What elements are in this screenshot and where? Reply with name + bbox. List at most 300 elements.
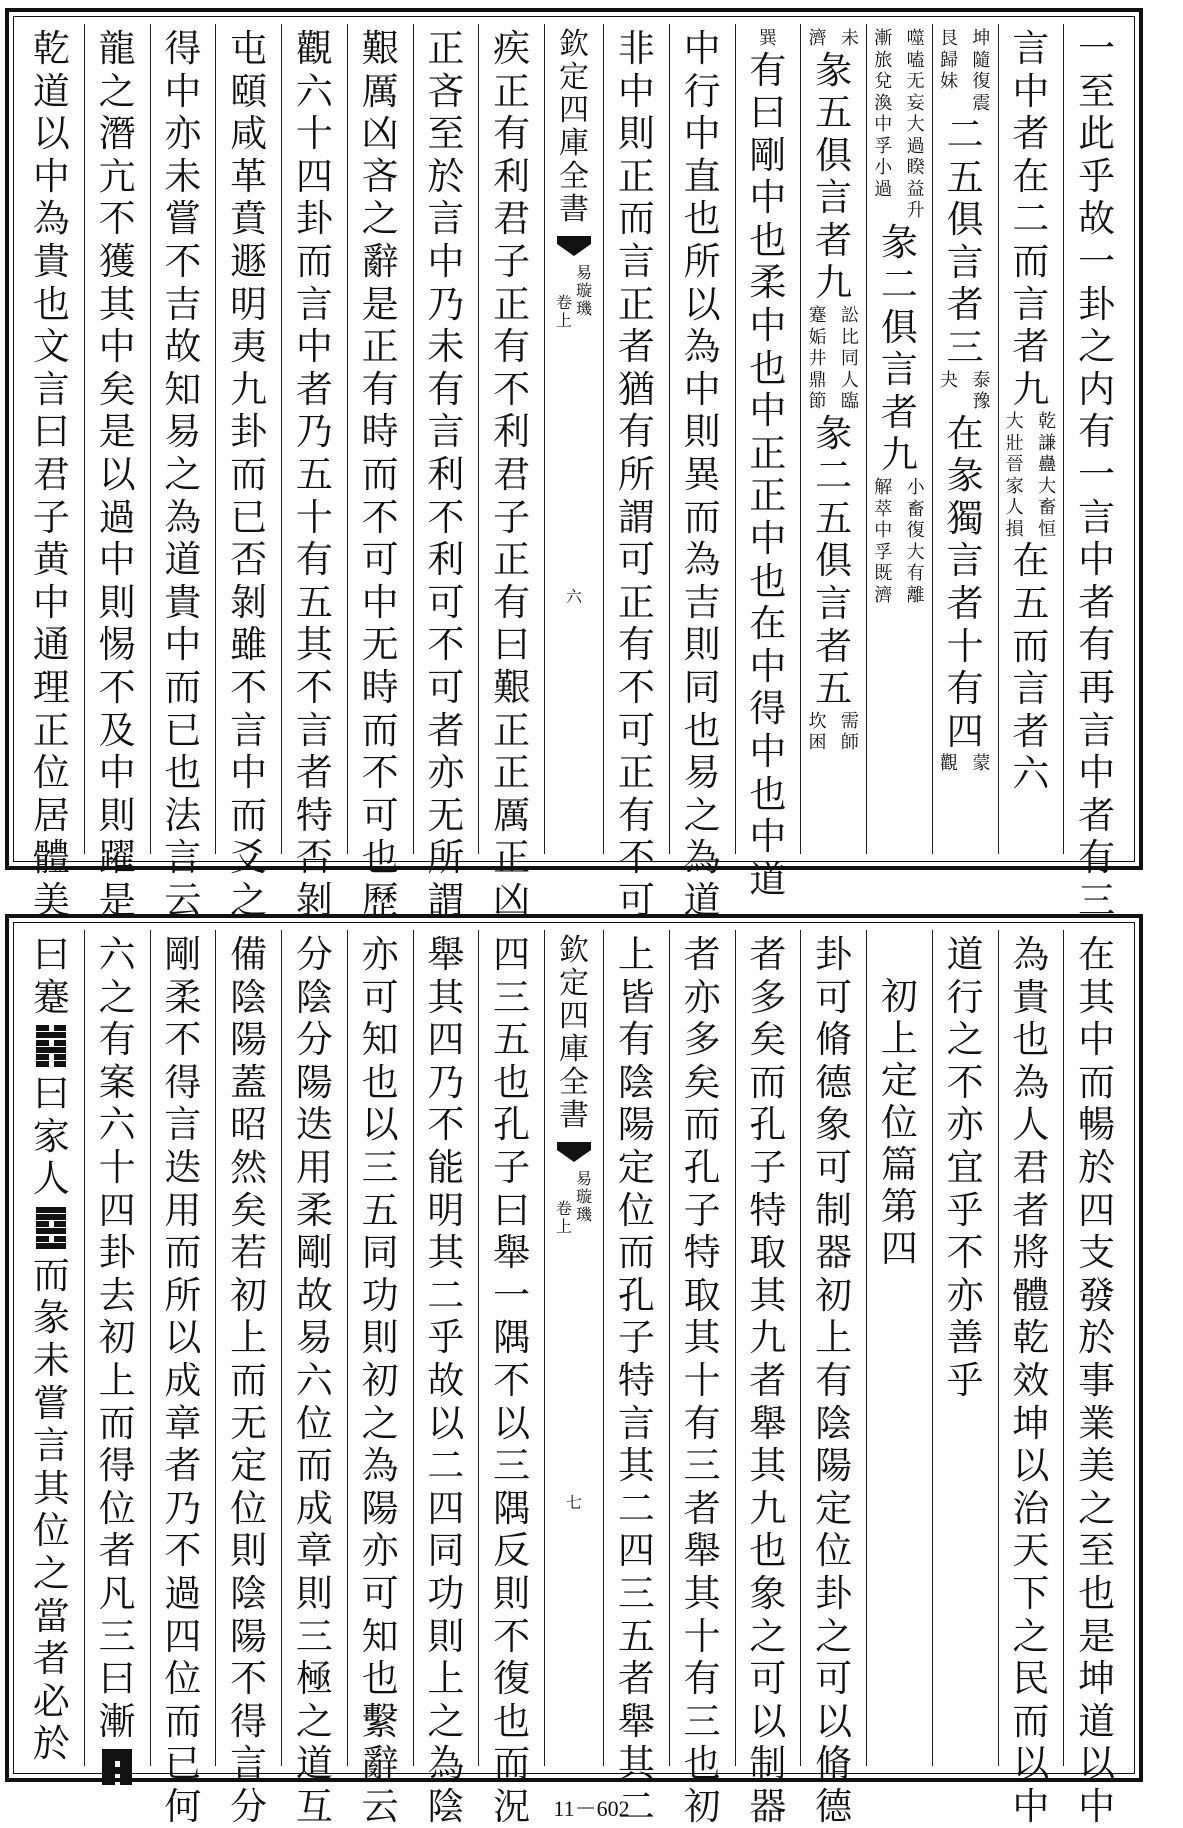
text-char: 得: [749, 687, 787, 731]
text-char: 正: [749, 474, 787, 518]
text-char: 无: [230, 1401, 268, 1445]
text-char: 其: [1078, 975, 1116, 1019]
text-char: 正: [749, 431, 787, 475]
text-char: 革: [230, 154, 268, 198]
text-char: 發: [1078, 1273, 1116, 1317]
text-char: 也: [749, 559, 787, 603]
note-char: 漸: [874, 28, 893, 49]
text-char: 以: [361, 1103, 399, 1147]
text-char: 嘗: [164, 197, 202, 241]
note-char: 比: [840, 326, 859, 348]
text-char: 舉: [427, 933, 465, 976]
text-char: 矣: [683, 1060, 721, 1104]
text-char: 用: [295, 1145, 333, 1189]
text-char: 者: [749, 933, 787, 976]
annotation: [999, 411, 1064, 540]
text-column: [866, 930, 932, 1766]
text-char: 九: [749, 1316, 787, 1360]
text-char: 道: [164, 538, 202, 582]
text-char: 則: [683, 623, 721, 667]
text-char: 道: [295, 1742, 333, 1786]
text-char: 於: [32, 1722, 70, 1766]
text-char: 柔: [164, 975, 202, 1019]
text-char: 潛: [98, 112, 136, 156]
text-char: 亦: [361, 1529, 399, 1573]
text-char: 器: [749, 1784, 787, 1828]
text-char: 五: [815, 496, 853, 540]
text-char: 彖: [815, 48, 853, 92]
text-char: 子: [617, 1316, 655, 1360]
text-char: 隅: [493, 1316, 531, 1360]
text-column: [84, 24, 150, 922]
text-char: 中: [295, 325, 333, 369]
text-char: 内: [1078, 367, 1116, 411]
text-char: 分: [295, 933, 333, 976]
text-char: 之: [815, 1614, 853, 1658]
library-title-char: 四: [559, 999, 589, 1034]
note-char: 泰: [972, 369, 991, 391]
text-char: 三: [617, 1571, 655, 1615]
text-char: 時: [361, 410, 399, 454]
text-char: 中: [749, 176, 787, 220]
text-char: 去: [98, 1273, 136, 1317]
text-char: 言: [946, 240, 984, 284]
text-char: 言: [1078, 708, 1116, 752]
text-char: 中: [32, 154, 70, 198]
text-char: 過: [164, 1571, 202, 1615]
text-char: 以: [164, 1316, 202, 1360]
text-char: 況: [493, 1784, 531, 1828]
text-char: 十: [295, 112, 333, 156]
text-char: 乎: [427, 1316, 465, 1360]
text-char: 也: [683, 1742, 721, 1786]
text-char: 將: [1012, 1231, 1050, 1275]
text-char: 者: [1012, 325, 1050, 369]
text-char: 知: [361, 1018, 399, 1062]
text-char: 必: [32, 1679, 70, 1723]
text-char: 曰: [493, 623, 531, 667]
text-char: 言: [427, 410, 465, 454]
text-char: 六: [295, 69, 333, 113]
text-char: 初: [683, 1784, 721, 1828]
text-char: 之: [946, 1018, 984, 1062]
text-char: 坤: [1078, 1657, 1116, 1701]
note-char: 井: [808, 348, 827, 370]
text-char: 可: [617, 878, 655, 922]
text-char: 言: [815, 581, 853, 625]
text-char: 君: [493, 197, 531, 241]
text-char: 迭: [295, 1103, 333, 1147]
text-char: 乎: [946, 1188, 984, 1232]
note-char: 歸: [939, 49, 958, 71]
hexagram-jian_obstruction-icon: [36, 1025, 66, 1067]
text-char: 不: [493, 1614, 531, 1658]
text-char: 歷: [361, 878, 399, 922]
note-char: 大: [906, 541, 925, 563]
text-char: 上: [815, 1316, 853, 1360]
text-char: 貴: [1012, 975, 1050, 1019]
text-char: 言: [230, 1742, 268, 1786]
annotation: [867, 28, 932, 222]
text-char: 无: [427, 793, 465, 837]
text-char: 而: [683, 1103, 721, 1147]
text-char: 在: [749, 602, 787, 646]
text-char: 有: [493, 580, 531, 624]
text-char: 亢: [98, 154, 136, 198]
text-char: 中: [749, 304, 787, 348]
text-char: 卦: [98, 1231, 136, 1275]
text-char: 得: [98, 1444, 136, 1488]
text-char: 上: [617, 933, 655, 976]
text-char: 屯: [230, 27, 268, 70]
text-char: 三: [683, 1444, 721, 1488]
note-char: 人: [840, 369, 859, 391]
note-char: 節: [808, 391, 827, 413]
text-char: 其: [749, 1444, 787, 1488]
text-char: 而: [164, 665, 202, 709]
text-char: 有: [617, 793, 655, 837]
text-char: 之: [749, 1614, 787, 1658]
text-char: 有: [749, 48, 787, 92]
text-char: 其: [749, 1273, 787, 1317]
text-char: 定: [815, 1486, 853, 1530]
text-char: 不: [427, 1103, 465, 1147]
text-char: 乎: [946, 1358, 984, 1402]
text-char: 一: [1078, 452, 1116, 496]
text-column: [150, 930, 216, 1828]
text-char: 位: [98, 1486, 136, 1530]
text-char: 正: [617, 282, 655, 326]
text-char: 一: [1078, 27, 1116, 70]
text-char: 而: [295, 239, 333, 283]
text-char: 不: [361, 495, 399, 539]
text-char: 龍: [98, 27, 136, 70]
text-char: 法: [164, 793, 202, 837]
text-char: 也: [1012, 1018, 1050, 1062]
text-column: [413, 930, 479, 1828]
text-char: 為: [1012, 933, 1050, 976]
text-char: 於: [427, 154, 465, 198]
text-char: 言: [1078, 495, 1116, 539]
hexagram-line: [36, 1243, 66, 1249]
book-title-char: 易: [576, 263, 593, 282]
text-char: 五: [946, 155, 984, 199]
text-char: 故: [164, 325, 202, 369]
text-char: 卦: [815, 933, 853, 976]
text-char: 是: [98, 878, 136, 922]
text-char: 可: [361, 975, 399, 1019]
annotation: [736, 28, 801, 50]
text-char: 君: [1012, 1145, 1050, 1189]
volume-char: 卷: [555, 1199, 572, 1218]
note-char: 隨: [972, 49, 991, 71]
text-char: 而: [617, 1231, 655, 1275]
text-char: 也: [361, 1657, 399, 1701]
note-char: 艮: [939, 28, 958, 49]
text-char: 俱: [946, 198, 984, 242]
text-char: 言: [295, 282, 333, 326]
text-char: 美: [1078, 1444, 1116, 1488]
text-char: 備: [230, 933, 268, 976]
text-char: 制: [749, 1742, 787, 1786]
text-char: 謂: [427, 878, 465, 922]
note-char: 大: [906, 114, 925, 135]
text-char: 未: [32, 1339, 70, 1383]
text-char: 不: [98, 197, 136, 241]
text-char: 非: [617, 27, 655, 70]
text-char: 所: [617, 452, 655, 496]
note-char: 未: [840, 28, 859, 49]
text-char: 在: [1012, 154, 1050, 198]
text-char: 反: [493, 1529, 531, 1573]
text-char: 於: [1078, 1316, 1116, 1360]
text-char: 者: [32, 1637, 70, 1681]
text-char: 則: [230, 1529, 268, 1573]
text-char: 故: [427, 1358, 465, 1402]
text-char: 舉: [683, 1529, 721, 1573]
text-column: [735, 24, 801, 901]
text-char: 剛: [164, 933, 202, 976]
text-char: 矣: [749, 1018, 787, 1062]
note-char: 恒: [1038, 518, 1057, 540]
text-char: 言: [32, 1424, 70, 1468]
text-char: 定: [617, 1145, 655, 1189]
text-char: 正: [361, 325, 399, 369]
text-column: [603, 24, 669, 922]
text-char: 子: [683, 1188, 721, 1232]
text-char: 多: [683, 1018, 721, 1062]
text-char: 乎: [1078, 154, 1116, 198]
note-char: 困: [808, 732, 827, 754]
text-char: 陰: [230, 975, 268, 1019]
text-char: 分: [230, 1784, 268, 1828]
text-char: 而: [493, 1742, 531, 1786]
hexagram-line: [36, 1040, 66, 1046]
text-char: 中: [32, 580, 70, 624]
hexagram-line: [36, 1061, 66, 1067]
chapter-title-char: 定: [880, 1059, 918, 1102]
text-char: 卦: [295, 197, 333, 241]
text-char: 正: [493, 836, 531, 880]
text-char: 獲: [98, 239, 136, 283]
text-char: 以: [1012, 1444, 1050, 1488]
note-char: 旅: [874, 49, 893, 71]
text-char: 故: [295, 1273, 333, 1317]
text-char: 迭: [164, 1145, 202, 1189]
text-char: 善: [946, 1316, 984, 1360]
text-char: 吉: [164, 282, 202, 326]
text-char: 特: [749, 1188, 787, 1232]
note-char: 濟: [874, 584, 893, 606]
leaf-number: 七: [565, 1493, 582, 1512]
text-char: 九: [230, 367, 268, 411]
text-char: 二: [880, 263, 918, 307]
text-char: 中: [1012, 69, 1050, 113]
text-char: 艱: [493, 665, 531, 709]
text-char: 三: [946, 325, 984, 369]
hexagram-line: [36, 1025, 66, 1031]
text-char: 之: [683, 793, 721, 837]
text-char: 言: [164, 1103, 202, 1147]
text-char: 有: [617, 1018, 655, 1062]
text-column: [669, 930, 735, 1828]
text-char: 孔: [617, 1273, 655, 1317]
text-char: 也: [493, 1060, 531, 1104]
text-char: 為: [1012, 1060, 1050, 1104]
text-char: 也: [683, 708, 721, 752]
text-char: 言: [32, 367, 70, 411]
text-char: 剝: [230, 580, 268, 624]
text-char: 亦: [361, 933, 399, 976]
text-char: 而: [230, 1358, 268, 1402]
text-char: 中: [1078, 1018, 1116, 1062]
text-char: 其: [427, 1231, 465, 1275]
text-char: 取: [749, 1231, 787, 1275]
text-char: 乃: [295, 410, 333, 454]
text-char: 通: [32, 623, 70, 667]
note-char: 謙: [1038, 432, 1057, 454]
text-char: 蓋: [230, 1060, 268, 1104]
text-char: 利: [493, 410, 531, 454]
text-char: 曰: [98, 1657, 136, 1701]
text-char: 不: [427, 495, 465, 539]
text-char: 象: [815, 1103, 853, 1147]
library-title-char: 書: [559, 192, 589, 227]
note-char: 益: [906, 178, 925, 200]
text-char: 不: [361, 751, 399, 795]
text-char: 不: [164, 239, 202, 283]
text-char: 之: [361, 1401, 399, 1445]
text-column: [215, 930, 281, 1828]
text-char: 四: [164, 1614, 202, 1658]
text-char: 也: [493, 1699, 531, 1743]
book-title-char: 璣: [576, 1205, 593, 1224]
text-char: 中: [749, 389, 787, 433]
text-char: 言: [164, 836, 202, 880]
text-column: [800, 930, 866, 1828]
text-char: 九: [815, 261, 853, 305]
text-char: 乃: [427, 282, 465, 326]
text-char: 十: [683, 1614, 721, 1658]
text-char: 中: [164, 623, 202, 667]
text-column: [19, 24, 84, 922]
text-char: 有: [1078, 623, 1116, 667]
text-char: 乃: [427, 1060, 465, 1104]
library-title-char: 全: [559, 1065, 589, 1100]
text-char: 復: [493, 1657, 531, 1701]
library-title-char: 定: [559, 60, 589, 95]
hexagram-line: [36, 1228, 66, 1234]
text-char: 也: [1078, 1571, 1116, 1615]
text-char: 中: [230, 751, 268, 795]
text-char: 乃: [164, 1486, 202, 1530]
text-column: [478, 930, 544, 1828]
text-char: 者: [946, 581, 984, 625]
text-char: 理: [32, 665, 70, 709]
text-char: 未: [164, 154, 202, 198]
text-char: 曰: [32, 933, 70, 976]
text-char: 中: [683, 27, 721, 70]
text-char: 不: [230, 665, 268, 709]
text-char: 者: [1012, 1188, 1050, 1232]
text-char: 有: [295, 538, 333, 582]
text-char: 脩: [815, 1018, 853, 1062]
text-char: 道: [946, 933, 984, 976]
text-char: 俱: [815, 133, 853, 177]
text-char: 不: [164, 1018, 202, 1062]
hexagram-line: [36, 1236, 66, 1242]
text-char: 中: [427, 239, 465, 283]
text-char: 用: [164, 1188, 202, 1232]
text-char: 所: [164, 1273, 202, 1317]
text-char: 明: [230, 282, 268, 326]
text-char: 辭: [361, 239, 399, 283]
note-char: 家: [1005, 475, 1024, 497]
text-char: 彖: [946, 454, 984, 498]
annotation: [801, 305, 866, 413]
hexagram-line: [36, 1207, 66, 1213]
text-char: 子: [749, 1145, 787, 1189]
text-char: 有: [683, 1657, 721, 1701]
text-char: 何: [164, 1784, 202, 1828]
note-char: 巽: [758, 28, 777, 49]
text-char: 繫: [361, 1699, 399, 1743]
text-char: 咸: [230, 112, 268, 156]
note-char: 畜: [1038, 497, 1057, 519]
text-char: 吉: [683, 580, 721, 624]
text-char: 而: [1012, 1699, 1050, 1743]
text-char: 坤: [1012, 1401, 1050, 1445]
text-char: 中: [1078, 751, 1116, 795]
text-char: 九: [880, 433, 918, 477]
text-char: 也: [749, 218, 787, 262]
text-char: 貴: [32, 239, 70, 283]
text-char: 易: [164, 410, 202, 454]
text-char: 陰: [230, 1571, 268, 1615]
text-char: 者: [1078, 580, 1116, 624]
text-char: 三: [493, 1444, 531, 1488]
note-char: 小: [874, 157, 893, 178]
text-char: 則: [493, 1571, 531, 1615]
text-char: 厲: [361, 69, 399, 113]
note-char: 妹: [939, 71, 958, 92]
note-char: 坎: [808, 710, 827, 732]
text-char: 初: [98, 1316, 136, 1360]
text-char: 言: [1012, 667, 1050, 711]
annotation: [933, 28, 998, 114]
text-char: 者: [1078, 793, 1116, 837]
text-char: 脩: [815, 1742, 853, 1786]
text-char: 正: [32, 708, 70, 752]
text-column: [281, 930, 347, 1828]
note-char: 大: [1005, 411, 1024, 433]
text-char: 道: [32, 69, 70, 113]
text-column: [998, 24, 1064, 854]
text-char: 已: [230, 495, 268, 539]
text-char: 二: [617, 1784, 655, 1828]
text-char: 正: [617, 580, 655, 624]
text-char: 則: [427, 1614, 465, 1658]
text-char: 有: [427, 367, 465, 411]
text-char: 正: [493, 69, 531, 113]
text-char: 亦: [946, 1273, 984, 1317]
text-char: 同: [361, 1231, 399, 1275]
text-char: 六: [98, 933, 136, 976]
text-char: 爻: [230, 836, 268, 880]
text-char: 中: [361, 580, 399, 624]
text-char: 以: [493, 1401, 531, 1445]
text-char: 疾: [493, 27, 531, 70]
